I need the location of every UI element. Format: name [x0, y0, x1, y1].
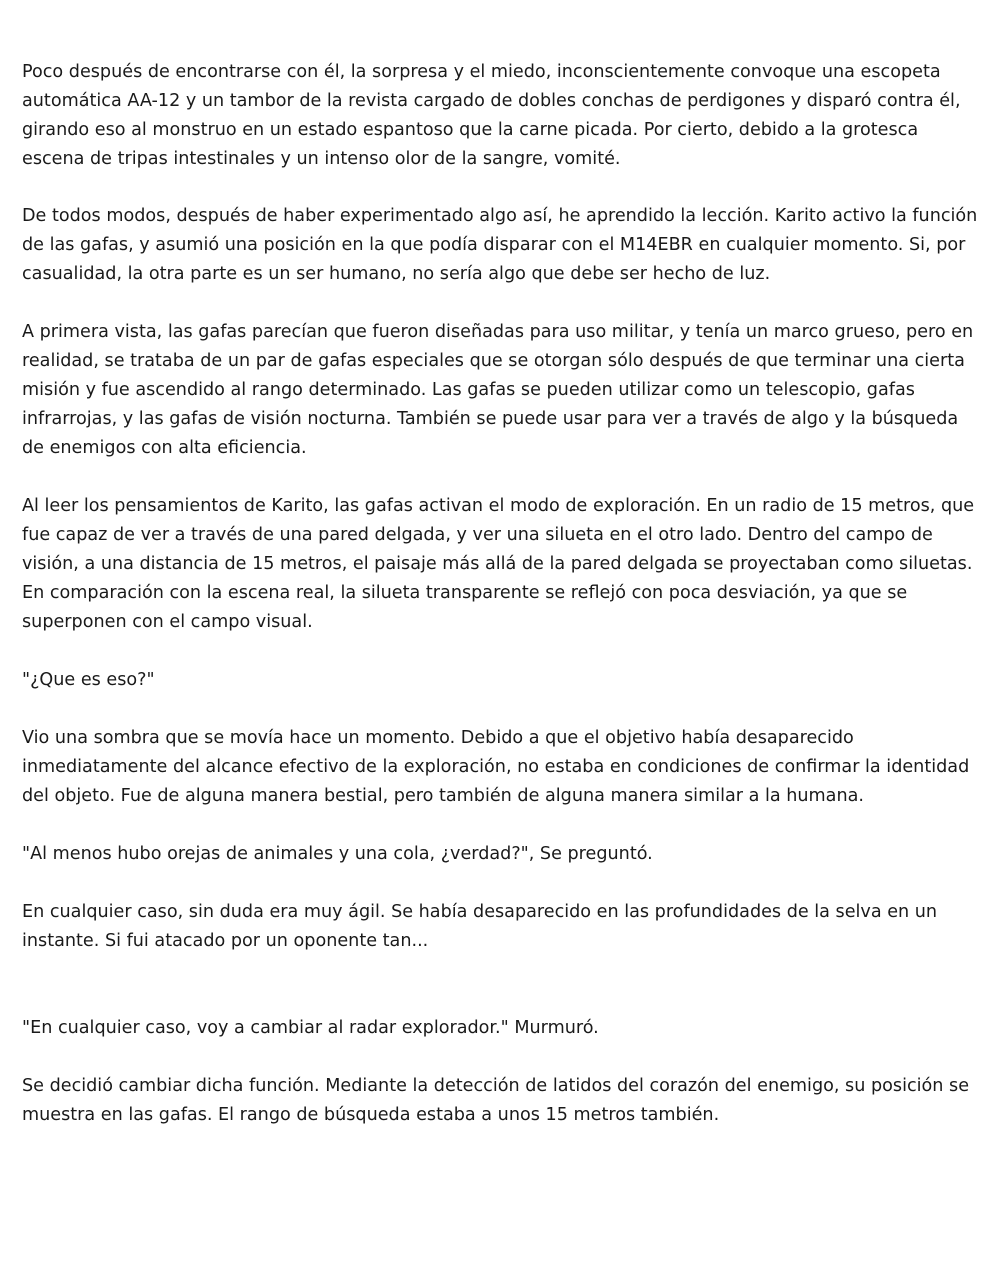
- paragraph-10: Se decidió cambiar dicha función. Mediante la detección de latidos del corazón del enemigo, su posición se muestra en las gafas. El rango de búsqueda estaba a unos 15 metros también.: [22, 1076, 970, 1125]
- paragraph-8: En cualquier caso, sin duda era muy ágil. Se había desaparecido en las profundidades de la selva en un instante. Si fui atacado por un oponente tan...: [22, 902, 938, 951]
- paragraph-9: "En cualquier caso, voy a cambiar al radar explorador." Murmuró.: [22, 1018, 599, 1038]
- paragraph-6: Vio una sombra que se movía hace un momento. Debido a que el objetivo había desaparecido inmediatamente del alcance efectivo de la exploración, no estaba en condiciones de confirmar la identidad del objeto. Fue de alguna manera bestial, pero también de alguna manera similar a la humana.: [22, 728, 970, 806]
- paragraph-7: "Al menos hubo orejas de animales y una cola, ¿verdad?", Se preguntó.: [22, 844, 653, 864]
- paragraph-2: De todos modos, después de haber experimentado algo así, he aprendido la lección. Karito activo la función de las gafas, y asumió una posición en la que podía disparar con el M14EBR en cualquier momento. Si, por casualidad, la otra parte es un ser humano, no sería algo que debe ser hecho de luz.: [22, 206, 978, 284]
- paragraph-4: Al leer los pensamientos de Karito, las gafas activan el modo de exploración. En un radio de 15 metros, que fue capaz de ver a través de una pared delgada, y ver una silueta en el otro lado. Dentro del campo de visión, a una distancia de 15 metros, el paisaje más allá de la pared delgada se proyectaban como siluetas. En comparación con la escena real, la silueta transparente se reflejó con poca desviación, ya que se superponen con el campo visual.: [22, 496, 975, 632]
- paragraph-5: "¿Que es eso?": [22, 670, 155, 690]
- paragraph-3: A primera vista, las gafas parecían que fueron diseñadas para uso militar, y tenía un marco grueso, pero en realidad, se trataba de un par de gafas especiales que se otorgan sólo después de que terminar una cierta misión y fue ascendido al rango determinado. Las gafas se pueden utilizar como un telescopio, gafas infrarrojas, y las gafas de visión nocturna. También se puede usar para ver a través de algo y la búsqueda de enemigos con alta eficiencia.: [22, 322, 974, 458]
- paragraph-1: Poco después de encontrarse con él, la sorpresa y el miedo, inconscientemente convoque una escopeta automática AA-12 y un tambor de la revista cargado de dobles conchas de perdigones y disparó contra él, girando eso al monstruo en un estado espantoso que la carne picada. Por cierto, debido a la grotesca escena de tripas intestinales y un intenso olor de la sangre, vomité.: [22, 62, 961, 169]
